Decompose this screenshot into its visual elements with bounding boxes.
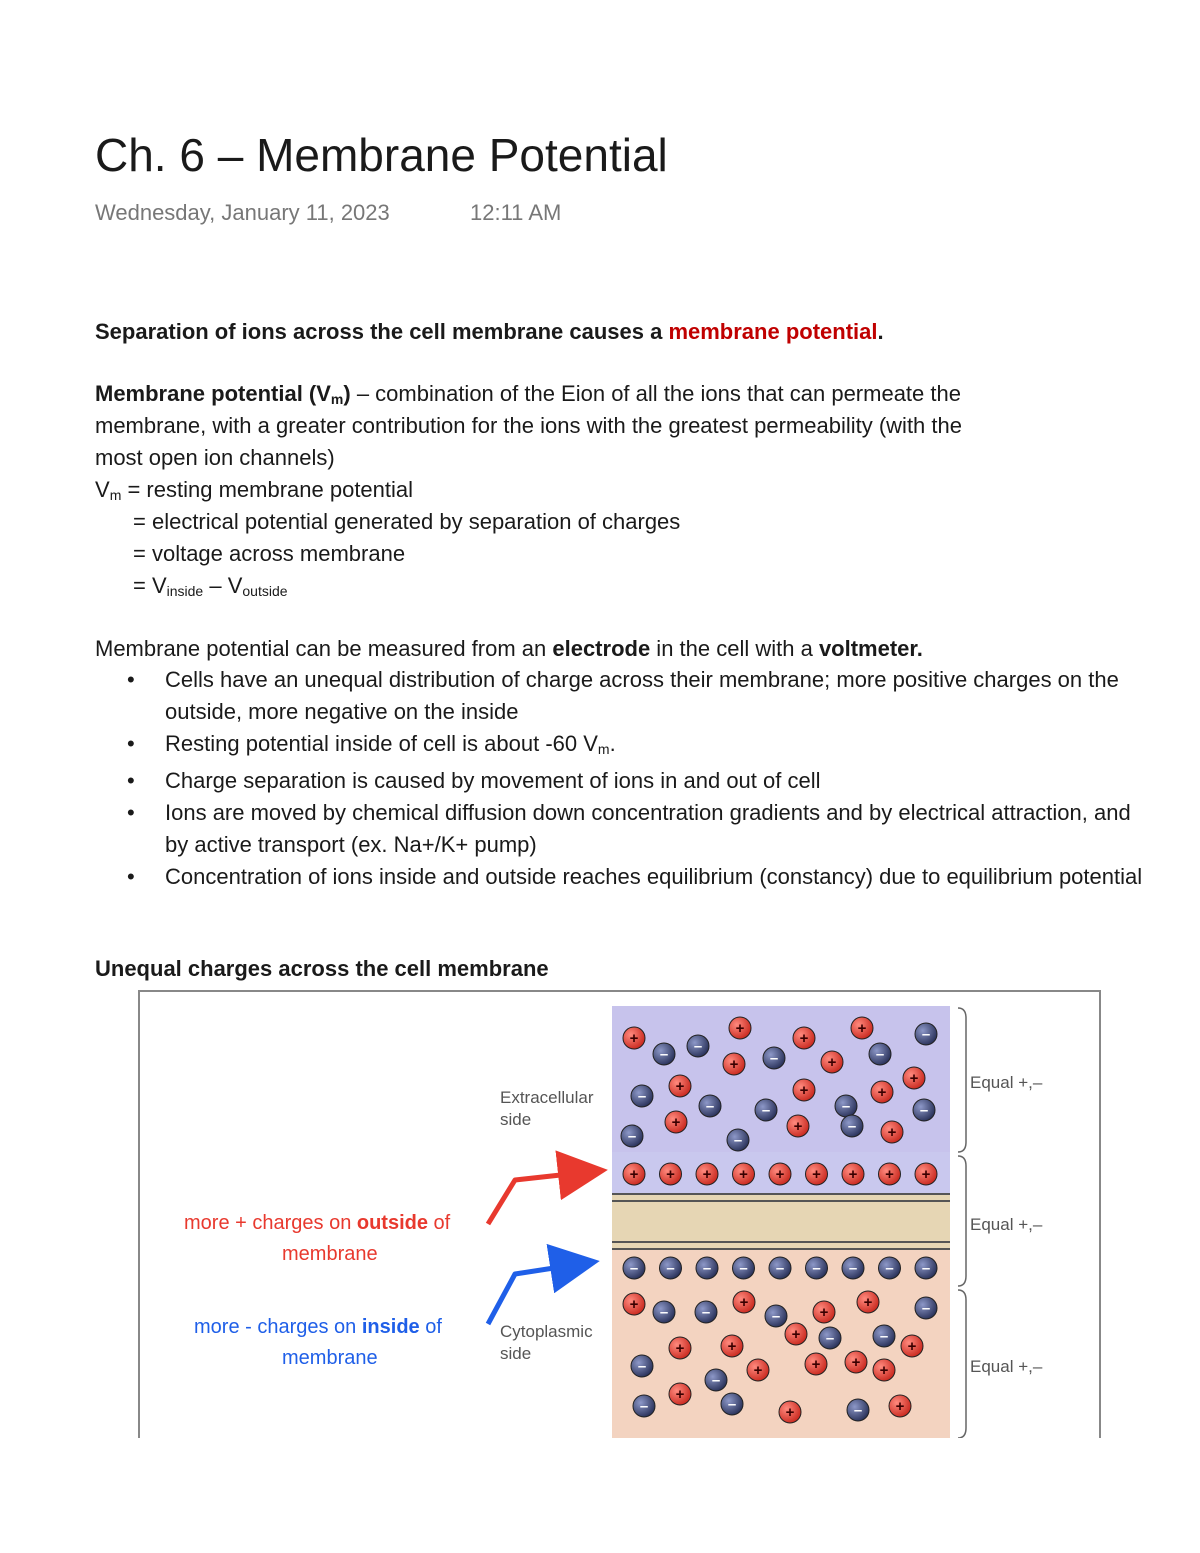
- negative-sign: –: [847, 1118, 857, 1135]
- positive-sign: +: [909, 1070, 919, 1087]
- negative-sign: –: [637, 1358, 647, 1375]
- vm-def4-mid: – V: [203, 573, 243, 598]
- negative-sign: –: [885, 1260, 894, 1277]
- positive-sign: +: [851, 1354, 861, 1371]
- negative-sign: –: [739, 1260, 748, 1277]
- negative-sign: –: [639, 1398, 649, 1415]
- vm-line-4: [133, 570, 288, 607]
- negative-sign: –: [921, 1026, 931, 1043]
- inside-annotation-line-2: membrane: [282, 1347, 378, 1369]
- vm-line-3: = voltage across membrane: [133, 541, 406, 566]
- positive-sign: +: [857, 1020, 867, 1037]
- bullet-list: [95, 664, 1145, 893]
- list-item: • Ions are moved by chemical diffusion down concentration gradients and by electrical attraction, and by active transport (ex. Na+/K+ pump): [95, 797, 1145, 861]
- positive-sign: +: [671, 1114, 681, 1131]
- intro-highlight: membrane potential: [668, 319, 878, 344]
- negative-sign: –: [693, 1038, 703, 1055]
- positive-sign: +: [785, 1404, 795, 1421]
- positive-sign: +: [799, 1082, 809, 1099]
- positive-sign: +: [811, 1356, 821, 1373]
- page-title: Ch. 6 – Membrane Potential: [95, 129, 668, 181]
- definition-text-1: – combination of the Eion of all the ions that can permeate the: [350, 381, 961, 406]
- positive-sign: +: [921, 1166, 931, 1183]
- intro-sentence: [95, 316, 884, 348]
- negative-sign: –: [629, 1260, 639, 1277]
- list-item: • Resting potential inside of cell is about -60 $V_m$.: [95, 728, 1145, 765]
- equal-label-top: Equal +,–: [970, 1073, 1043, 1092]
- extracellular-label-1: Extracellular: [500, 1088, 594, 1107]
- definition-line-3: most open ion channels): [95, 445, 335, 470]
- negative-sign: –: [879, 1328, 889, 1345]
- positive-sign: +: [885, 1166, 894, 1183]
- term-start: Membrane potential (V: [95, 381, 331, 406]
- negative-sign: –: [775, 1260, 785, 1277]
- red-arrow: [488, 1172, 588, 1224]
- equal-label-middle: Equal +,–: [970, 1215, 1043, 1234]
- outside-annotation-line-1: more + charges on outside of: [184, 1212, 451, 1234]
- membrane-diagram: [140, 992, 1099, 1438]
- negative-sign: –: [921, 1300, 931, 1317]
- negative-sign: –: [875, 1046, 885, 1063]
- positive-sign: +: [895, 1398, 905, 1415]
- positive-sign: +: [727, 1338, 737, 1355]
- positive-sign: +: [799, 1030, 809, 1047]
- negative-sign: –: [853, 1402, 863, 1419]
- time-text: 12:11 AM: [470, 200, 562, 225]
- list-item: • Concentration of ions inside and outside reaches equilibrium (constancy) due to equilibrium potential: [95, 861, 1145, 893]
- bracket-middle: [958, 1156, 966, 1286]
- definition-line-2: membrane, with a greater contribution for the ions with the greatest permeability (with the: [95, 413, 962, 438]
- membrane-bilayer: [612, 1194, 950, 1252]
- measure-pre: Membrane potential can be measured from an: [95, 636, 553, 661]
- vm-def4-pre: = V: [133, 573, 167, 598]
- inside-annotation-line-1: more - charges on inside of: [194, 1316, 442, 1338]
- measure-voltmeter: voltmeter.: [818, 636, 923, 661]
- positive-sign: +: [675, 1078, 685, 1095]
- negative-sign: –: [919, 1102, 929, 1119]
- equal-label-bottom: Equal +,–: [970, 1357, 1043, 1376]
- negative-sign: –: [769, 1050, 779, 1067]
- positive-sign: +: [753, 1362, 763, 1379]
- positive-sign: +: [675, 1340, 685, 1357]
- positive-sign: +: [775, 1166, 785, 1183]
- extracellular-label-2: side: [500, 1110, 532, 1129]
- term-sub: m: [330, 391, 344, 407]
- negative-sign: –: [841, 1098, 851, 1115]
- positive-sign: +: [793, 1118, 803, 1135]
- positive-sign: +: [629, 1296, 639, 1313]
- section-heading: Unequal charges across the cell membrane: [95, 956, 549, 981]
- vm-def4-sub1: inside: [166, 583, 204, 599]
- negative-sign: –: [727, 1396, 737, 1413]
- positive-sign: +: [827, 1054, 837, 1071]
- list-item: • Charge separation is caused by movement of ions in and out of cell: [95, 765, 1145, 797]
- negative-sign: –: [701, 1304, 711, 1321]
- negative-sign: –: [921, 1260, 931, 1277]
- positive-sign: +: [887, 1124, 897, 1141]
- positive-sign: +: [791, 1326, 801, 1343]
- vm-sub: m: [109, 487, 122, 503]
- measure-electrode: electrode: [552, 636, 651, 661]
- negative-sign: –: [771, 1308, 781, 1325]
- vm-v: V: [95, 477, 110, 502]
- blue-arrow: [488, 1264, 580, 1324]
- negative-sign: –: [705, 1098, 715, 1115]
- positive-sign: +: [819, 1304, 829, 1321]
- negative-sign: –: [825, 1330, 835, 1347]
- negative-sign: –: [711, 1372, 721, 1389]
- positive-sign: +: [812, 1166, 821, 1183]
- note-date: [95, 200, 562, 226]
- negative-sign: –: [761, 1102, 771, 1119]
- positive-sign: +: [675, 1386, 685, 1403]
- positive-sign: +: [702, 1166, 712, 1183]
- negative-sign: –: [659, 1304, 669, 1321]
- vm-def4-sub2: outside: [242, 583, 288, 599]
- negative-sign: –: [848, 1260, 858, 1277]
- term-end: ): [343, 381, 351, 406]
- positive-sign: +: [848, 1166, 858, 1183]
- positive-sign: +: [877, 1084, 887, 1101]
- negative-sign: –: [702, 1260, 712, 1277]
- positive-sign: +: [629, 1166, 639, 1183]
- positive-sign: +: [666, 1166, 675, 1183]
- positive-sign: +: [739, 1294, 749, 1311]
- intro-end: .: [877, 319, 884, 344]
- negative-sign: –: [659, 1046, 669, 1063]
- outside-annotation-line-2: membrane: [282, 1243, 378, 1265]
- bracket-top: [958, 1008, 966, 1152]
- intro-bold: Separation of ions across the cell membrane causes a: [95, 319, 669, 344]
- measure-mid: in the cell with a: [650, 636, 819, 661]
- positive-sign: +: [729, 1056, 739, 1073]
- positive-sign: +: [879, 1362, 889, 1379]
- negative-sign: –: [812, 1260, 821, 1277]
- date-text: Wednesday, January 11, 2023: [95, 200, 390, 225]
- negative-sign: –: [627, 1128, 637, 1145]
- negative-sign: –: [637, 1088, 647, 1105]
- negative-sign: –: [666, 1260, 675, 1277]
- positive-sign: +: [863, 1294, 873, 1311]
- positive-sign: +: [907, 1338, 917, 1355]
- bracket-bottom: [958, 1290, 966, 1438]
- negative-sign: –: [733, 1132, 743, 1149]
- positive-sign: +: [629, 1030, 639, 1047]
- membrane-figure: [138, 990, 1101, 1438]
- list-item: • Cells have an unequal distribution of charge across their membrane; more positive charges on the outside, more negative on the inside: [95, 664, 1145, 728]
- vm-line-2: = electrical potential generated by separation of charges: [133, 509, 681, 534]
- positive-sign: +: [739, 1166, 748, 1183]
- cytoplasmic-label-2: side: [500, 1344, 532, 1363]
- vm-def1: = resting membrane potential: [121, 477, 414, 502]
- measurement-sentence: [95, 633, 923, 665]
- cytoplasmic-label-1: Cytoplasmic: [500, 1322, 593, 1341]
- positive-sign: +: [735, 1020, 745, 1037]
